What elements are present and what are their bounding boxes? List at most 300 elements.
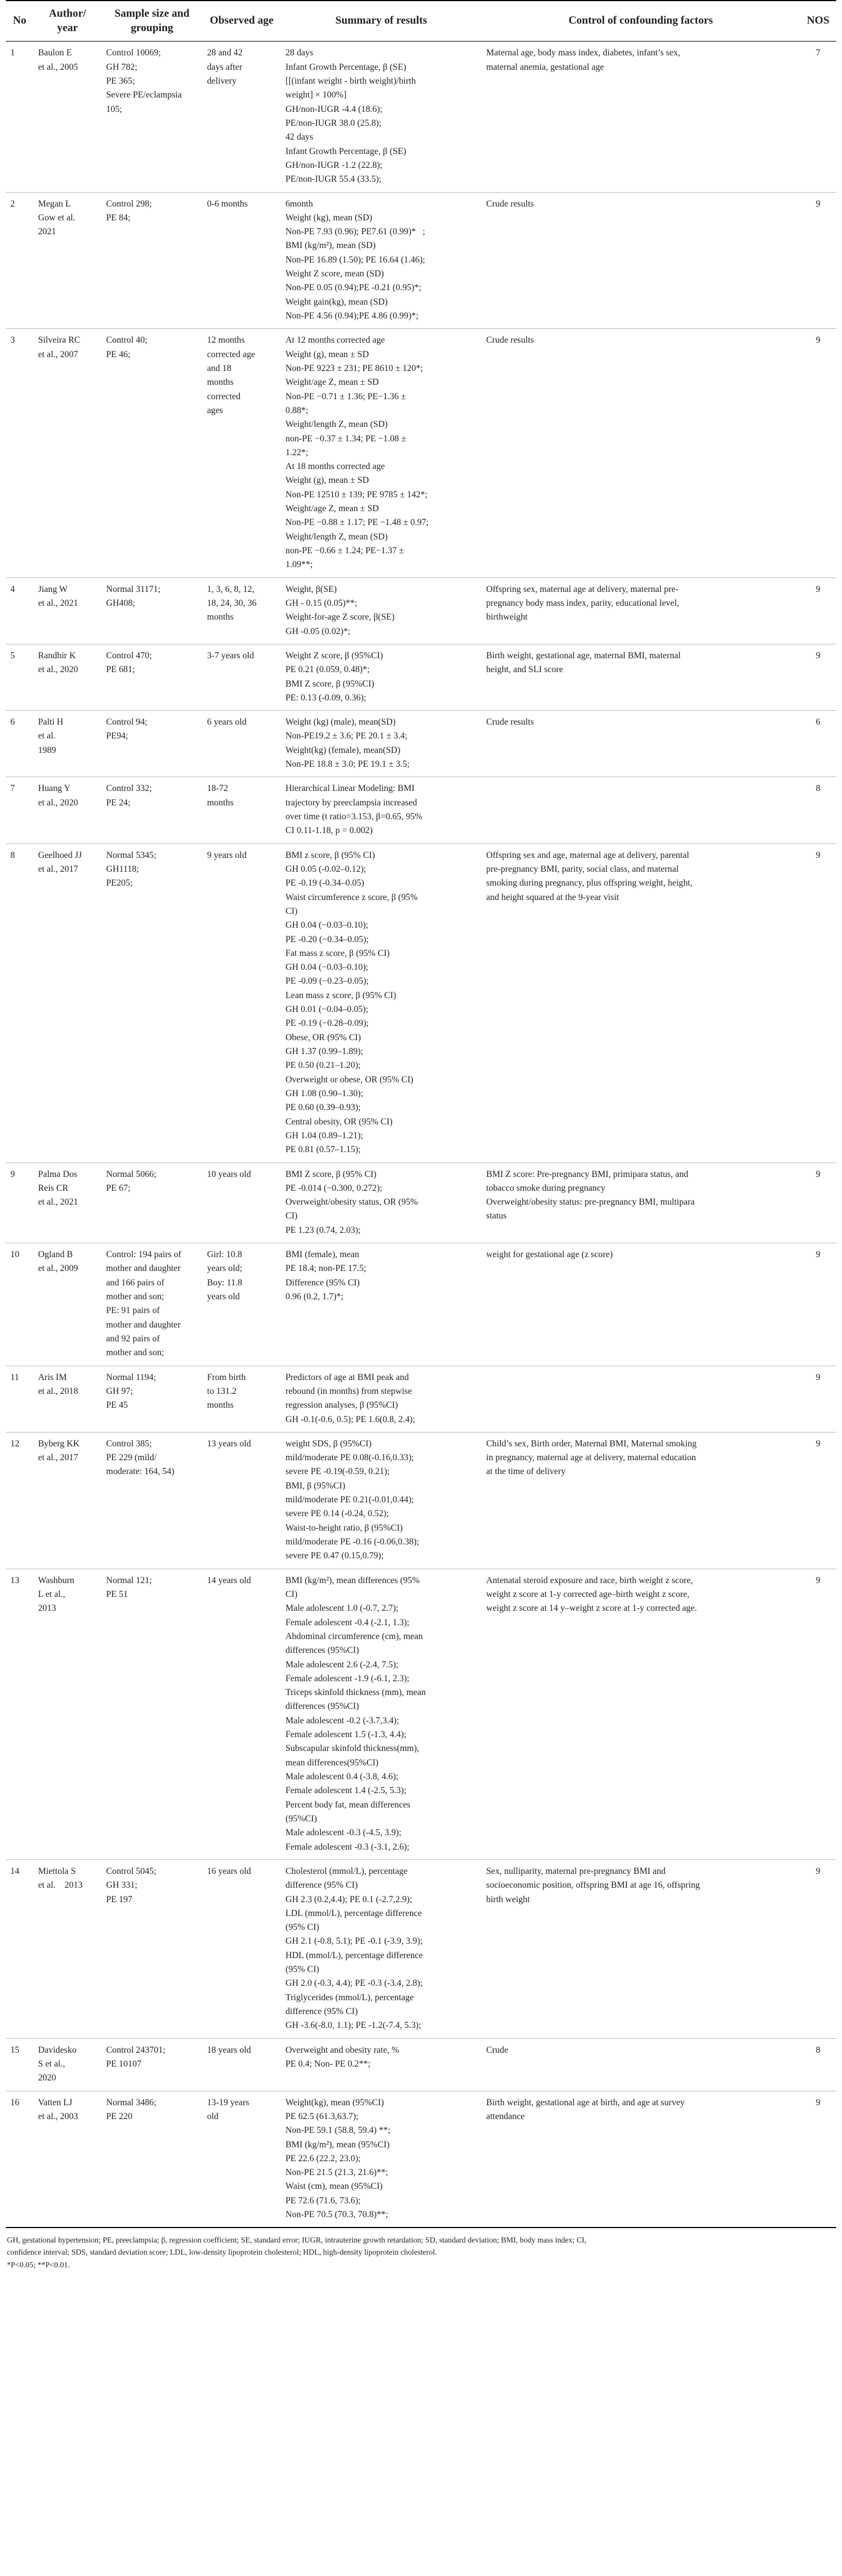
cell-control — [482, 1569, 800, 1859]
cell-control-line: smoking during pregnancy, plus offspring weight, height, — [486, 878, 693, 888]
cell-summary-line: CI) — [285, 1211, 298, 1221]
cell-no: 10 — [6, 1243, 33, 1366]
cell-summary-line: BMI (kg/m²), mean (SD) — [285, 241, 376, 251]
cell-control-line: and height squared at the 9-year visit — [486, 892, 619, 902]
cell-sample — [102, 843, 202, 1163]
cell-observed-age-line: months — [207, 1400, 234, 1411]
cell-author — [33, 329, 102, 578]
cell-summary-line: PE 62.5 (61.3,63.7); — [285, 2111, 359, 2121]
cell-sample — [102, 644, 202, 710]
cell-sample-line: GH408; — [106, 598, 136, 608]
cell-observed-age — [202, 192, 281, 329]
cell-nos: 8 — [800, 777, 836, 843]
cell-summary-line: 0.88*; — [285, 405, 309, 415]
cell-author — [33, 644, 102, 710]
cell-summary-line: Male adolescent 2.6 (-2.4, 7.5); — [285, 1659, 399, 1670]
cell-author — [33, 42, 102, 192]
cell-sample-line: GH 782; — [106, 62, 138, 72]
cell-sample-line: PE205; — [106, 878, 133, 888]
cell-sample — [102, 777, 202, 843]
cell-author-line: et al. — [38, 731, 56, 741]
cell-author-line: 1989 — [38, 745, 57, 755]
cell-summary-line: Overweight or obese, OR (95% CI) — [285, 1074, 414, 1085]
cell-no: 14 — [6, 1859, 33, 2038]
cell-nos: 9 — [800, 1859, 836, 2038]
cell-author-line: Gow et al. — [38, 212, 76, 223]
cell-author-line: et al., 2020 — [38, 797, 78, 808]
cell-no: 2 — [6, 192, 33, 329]
cell-summary-line: GH 0.04 (−0.03–0.10); — [285, 920, 369, 931]
cell-sample — [102, 1569, 202, 1859]
cell-summary-line: Overweight and obesity rate, % — [285, 2045, 400, 2055]
cell-summary-line: CI) — [285, 1589, 298, 1599]
cell-summary-line: weight SDS, β (95%CI) — [285, 1438, 372, 1449]
cell-control — [482, 329, 800, 578]
cell-no: 15 — [6, 2038, 33, 2091]
cell-observed-age — [202, 2091, 281, 2228]
cell-summary-line: mild/moderate PE -0.16 (-0.06,0.38); — [285, 1537, 419, 1547]
cell-summary-line: Non-PE 21.5 (21.3, 21.6)**; — [285, 2168, 389, 2178]
cell-observed-age-line: months — [207, 612, 234, 623]
cell-sample-line: Control 10069; — [106, 48, 161, 58]
cell-control — [482, 2091, 800, 2228]
cell-control-line: birthweight — [486, 612, 528, 623]
cell-summary-line: BMI (kg/m²), mean differences (95% — [285, 1575, 420, 1585]
cell-summary — [281, 2038, 482, 2091]
cell-author-line: Jiang W — [38, 584, 68, 594]
cell-summary-line: severe PE 0.47 (0.15,0.79); — [285, 1551, 384, 1561]
cell-observed-age — [202, 1243, 281, 1366]
cell-summary-line: Fat mass z score, β (95% CI) — [285, 948, 390, 958]
table-row — [6, 1859, 836, 2038]
cell-summary-line: Non-PE 4.56 (0.94);PE 4.86 (0.99)*; — [285, 311, 419, 321]
cell-sample-line: PE 365; — [106, 76, 135, 86]
cell-summary-line: PE 0.60 (0.39–0.93); — [285, 1103, 361, 1113]
cell-observed-age-line: delivery — [207, 76, 237, 86]
cell-sample-line: mother and son; — [106, 1292, 164, 1302]
cell-nos: 7 — [800, 42, 836, 192]
cell-sample-line: GH 97; — [106, 1386, 133, 1396]
cell-author — [33, 711, 102, 777]
cell-nos: 9 — [800, 329, 836, 578]
cell-summary-line: Weight/length Z, mean (SD) — [285, 419, 388, 430]
cell-summary-line: trajectory by preeclampsia increased — [285, 797, 418, 808]
cell-observed-age-line: years old; — [207, 1263, 243, 1274]
cell-summary — [281, 42, 482, 192]
cell-summary-line: GH -0.05 (0.02)*; — [285, 626, 351, 636]
cell-no: 8 — [6, 843, 33, 1163]
cell-observed-age-line: 12 months — [207, 335, 245, 346]
cell-sample-line: Control 5045; — [106, 1866, 157, 1876]
cell-author-line: 2013 — [38, 1603, 57, 1614]
header-summary: Summary of results — [281, 1, 482, 42]
cell-sample-line: PE: 91 pairs of — [106, 1306, 160, 1316]
table-row — [6, 644, 836, 710]
cell-summary-line: Weight(kg), mean (95%CI) — [285, 2097, 384, 2108]
cell-observed-age — [202, 1366, 281, 1432]
cell-summary-line: Non-PE 12510 ± 139; PE 9785 ± 142*; — [285, 489, 428, 500]
cell-summary-line: [[(infant weight - birth weight)/birth — [285, 76, 416, 86]
cell-control — [482, 711, 800, 777]
cell-control-line: height, and SLI score — [486, 665, 563, 675]
cell-no: 7 — [6, 777, 33, 843]
cell-no: 16 — [6, 2091, 33, 2228]
cell-observed-age-line: years old — [207, 1292, 240, 1302]
cell-author-line: et al., 2018 — [38, 1386, 78, 1396]
cell-summary — [281, 1859, 482, 2038]
table-body — [6, 42, 836, 2228]
cell-summary-line: GH 0.04 (−0.03–0.10); — [285, 962, 369, 973]
cell-summary-line: non-PE −0.66 ± 1.24; PE−1.37 ± — [285, 546, 404, 556]
cell-nos: 9 — [800, 843, 836, 1163]
cell-summary-line: PE 1.23 (0.74, 2.03); — [285, 1225, 361, 1235]
cell-summary-line: mild/moderate PE 0.21(-0.01,0.44); — [285, 1495, 414, 1505]
cell-summary-line: Female adolescent -1.9 (-6.1, 2.3); — [285, 1673, 409, 1683]
cell-summary-line: PE 18.4; non-PE 17.5; — [285, 1263, 366, 1274]
cell-observed-age-line: 6 years old — [207, 717, 247, 728]
cell-summary-line: Predictors of age at BMI peak and — [285, 1372, 409, 1382]
cell-sample-line: Normal 3486; — [106, 2097, 157, 2108]
header-no: No — [6, 1, 33, 42]
cell-summary-line: Percent body fat, mean differences — [285, 1799, 411, 1810]
cell-author-line: Aris IM — [38, 1372, 67, 1382]
cell-summary-line: GH 2.3 (0.2,4.4); PE 0.1 (-2.7,2.9); — [285, 1894, 412, 1904]
cell-summary — [281, 1163, 482, 1243]
table-header-row — [6, 1, 836, 42]
cell-observed-age-line: 13-19 years — [207, 2097, 250, 2108]
table-row — [6, 777, 836, 843]
cell-summary-line: Infant Growth Percentage, β (SE) — [285, 146, 407, 156]
cell-author-line: et al., 2021 — [38, 598, 78, 608]
cell-sample-line: GH1118; — [106, 864, 139, 874]
cell-sample-line: Control: 194 pairs of — [106, 1250, 182, 1260]
cell-sample — [102, 1859, 202, 2038]
table-row — [6, 329, 836, 578]
cell-author-line: Davidesko — [38, 2045, 77, 2055]
cell-author — [33, 777, 102, 843]
cell-summary-line: PE/non-IUGR 38.0 (25.8); — [285, 118, 382, 128]
cell-sample-line: Control 243701; — [106, 2045, 166, 2055]
cell-control — [482, 843, 800, 1163]
cell-observed-age — [202, 1569, 281, 1859]
cell-summary-line: GH 0.05 (-0.02–0.12); — [285, 864, 366, 874]
cell-author — [33, 192, 102, 329]
cell-summary-line: Non-PE 7.93 (0.96); PE7.61 (0.99)* ; — [285, 227, 426, 237]
cell-observed-age — [202, 578, 281, 644]
cell-summary-line: severe PE 0.14 (-0.24, 0.52); — [285, 1509, 389, 1519]
cell-summary-line: Weight(kg) (female), mean(SD) — [285, 745, 401, 755]
cell-summary — [281, 777, 482, 843]
cell-summary-line: Triceps skinfold thickness (mm), mean — [285, 1688, 426, 1698]
cell-author-line: Miettola S — [38, 1866, 76, 1876]
cell-summary-line: difference (95% CI) — [285, 2007, 358, 2016]
cell-summary-line: Weight gain(kg), mean (SD) — [285, 297, 388, 307]
cell-nos: 9 — [800, 644, 836, 710]
cell-summary-line: Female adolescent 1.5 (-1.3, 4.4); — [285, 1730, 407, 1740]
cell-observed-age — [202, 777, 281, 843]
cell-observed-age-line: 16 years old — [207, 1866, 251, 1876]
header-observed-age: Observed age — [202, 1, 281, 42]
cell-author-line: Baulon E — [38, 48, 72, 58]
cell-summary-line: Weight Z score, β (95%CI) — [285, 650, 384, 661]
table-row — [6, 2038, 836, 2091]
cell-control — [482, 1366, 800, 1432]
cell-summary-line: BMI (kg/m²), mean (95%CI) — [285, 2139, 390, 2150]
cell-control-line: Offspring sex, maternal age at delivery, maternal pre- — [486, 584, 679, 594]
cell-summary-line: Non-PE19.2 ± 3.6; PE 20.1 ± 3.4; — [285, 731, 408, 741]
cell-summary-line: BMI Z score, β (95%CI) — [285, 678, 374, 689]
cell-author — [33, 1432, 102, 1569]
cell-sample — [102, 2091, 202, 2228]
cell-observed-age-line: ages — [207, 405, 223, 415]
cell-sample-line: PE94; — [106, 731, 129, 741]
cell-author-line: Byberg KK — [38, 1438, 80, 1449]
cell-sample — [102, 578, 202, 644]
cell-observed-age-line: 3-7 years old — [207, 650, 254, 661]
cell-sample — [102, 42, 202, 192]
cell-no: 12 — [6, 1432, 33, 1569]
cell-summary-line: Infant Growth Percentage, β (SE) — [285, 62, 407, 72]
cell-summary-line: severe PE -0.19(-0.59, 0.21); — [285, 1467, 390, 1477]
cell-author — [33, 1859, 102, 2038]
cell-summary-line: Weight (g), mean ± SD — [285, 349, 369, 359]
cell-summary-line: PE 72.6 (71.6, 73.6); — [285, 2195, 361, 2206]
cell-author-line: Vatten LJ — [38, 2097, 73, 2108]
cell-observed-age — [202, 2038, 281, 2091]
cell-sample-line: PE 229 (mild/ — [106, 1453, 157, 1463]
cell-summary — [281, 578, 482, 644]
footnote — [6, 2228, 836, 2270]
cell-sample-line: PE 46; — [106, 349, 131, 359]
cell-control — [482, 192, 800, 329]
cell-sample-line: PE 45 — [106, 1400, 128, 1411]
cell-summary-line: PE/non-IUGR 55.4 (33.5); — [285, 174, 382, 185]
cell-summary-line: Weight, β(SE) — [285, 584, 337, 594]
footnote-line: confidence interval; SDS, standard deviation score; LDL, low-density lipoprotein cholesterol; HDL, high-density lipoprotein cholesterol. — [7, 2248, 437, 2257]
cell-summary-line: GH/non-IUGR -1.2 (22.8); — [285, 160, 383, 170]
cell-summary-line: GH -3.6(-8.0, 1.1); PE -1.2(-7.4, 5.3); — [285, 2020, 422, 2031]
cell-summary-line: Non-PE 16.89 (1.50); PE 16.64 (1.46); — [285, 254, 426, 265]
cell-observed-age-line: months — [207, 797, 234, 808]
cell-author-line: 2020 — [38, 2073, 57, 2083]
cell-control — [482, 777, 800, 843]
cell-author-line: Megan L — [38, 198, 71, 209]
cell-summary-line: Male adolescent -0.2 (-3.7,3.4); — [285, 1715, 400, 1726]
cell-no: 3 — [6, 329, 33, 578]
cell-sample-line: mother and daughter — [106, 1319, 181, 1330]
cell-author-line: et al. 2013 — [38, 1880, 83, 1891]
cell-control-line: Overweight/obesity status: pre-pregnancy BMI, multipara — [486, 1197, 695, 1208]
cell-summary-line: 28 days — [285, 48, 314, 58]
cell-summary-line: 1.09**; — [285, 560, 313, 570]
cell-sample — [102, 2038, 202, 2091]
cell-control-line: Birth weight, gestational age at birth, and age at survey — [486, 2097, 685, 2108]
cell-nos: 8 — [800, 2038, 836, 2091]
cell-summary-line: regression analyses, β (95%CI) — [285, 1400, 399, 1411]
cell-observed-age-line: 9 years old — [207, 850, 247, 860]
cell-summary-line: Female adolescent -0.4 (-2.1, 1.3); — [285, 1617, 409, 1628]
cell-no: 9 — [6, 1163, 33, 1243]
cell-sample — [102, 329, 202, 578]
cell-sample-line: Control 94; — [106, 717, 148, 728]
cell-summary-line: PE -0.014 (−0.300, 0.272); — [285, 1183, 382, 1193]
cell-observed-age-line: Girl: 10.8 — [207, 1250, 242, 1260]
cell-nos: 9 — [800, 1432, 836, 1569]
cell-sample-line: Control 298; — [106, 198, 152, 209]
cell-nos: 6 — [800, 711, 836, 777]
cell-author-line: Huang Y — [38, 783, 71, 794]
cell-observed-age-line: 13 years old — [207, 1438, 251, 1449]
cell-summary-line: Hierarchical Linear Modeling: BMI — [285, 783, 415, 794]
cell-summary-line: HDL (mmol/L), percentage difference — [285, 1950, 423, 1960]
cell-observed-age — [202, 42, 281, 192]
cell-summary-line: Waist (cm), mean (95%CI) — [285, 2181, 383, 2192]
cell-summary-line: Weight/age Z, mean ± SD — [285, 377, 379, 388]
cell-sample — [102, 1366, 202, 1432]
cell-summary-line: Weight (g), mean ± SD — [285, 475, 369, 486]
table-row — [6, 1432, 836, 1569]
cell-author-line: Ogland B — [38, 1250, 73, 1260]
cell-summary-line: Cholesterol (mmol/L), percentage — [285, 1866, 408, 1876]
cell-control — [482, 1859, 800, 2038]
cell-sample-line: PE 67; — [106, 1183, 131, 1193]
cell-nos: 9 — [800, 578, 836, 644]
cell-author-line: et al., 2007 — [38, 349, 78, 359]
cell-sample-line: Normal 1194; — [106, 1372, 156, 1382]
cell-summary-line: PE 0.81 (0.57–1.15); — [285, 1145, 361, 1155]
cell-control-line: tobacco smoke during pregnancy — [486, 1183, 606, 1193]
cell-summary-line: BMI Z score, β (95% CI) — [285, 1169, 377, 1179]
cell-sample — [102, 1163, 202, 1243]
cell-summary-line: At 18 months corrected age — [285, 462, 385, 472]
cell-nos: 9 — [800, 1569, 836, 1859]
cell-observed-age-line: 18, 24, 30, 36 — [207, 598, 257, 608]
cell-observed-age — [202, 644, 281, 710]
cell-sample-line: Normal 121; — [106, 1575, 152, 1585]
cell-summary — [281, 1569, 482, 1859]
document-page — [6, 0, 836, 2271]
cell-sample-line: PE 681; — [106, 665, 135, 675]
cell-summary-line: PE 0.50 (0.21–1.20); — [285, 1060, 361, 1071]
cell-observed-age-line: old — [207, 2111, 219, 2121]
cell-summary-line: 42 days — [285, 132, 314, 143]
cell-control-line: Antenatal steroid exposure and race, birth weight z score, — [486, 1575, 693, 1585]
cell-author-line: Palti H — [38, 717, 63, 728]
cell-summary-line: (95% CI) — [285, 1964, 319, 1975]
cell-author-line: Washburn — [38, 1575, 74, 1585]
cell-summary-line: Abdominal circumference (cm), mean — [285, 1631, 423, 1641]
cell-observed-age-line: months — [207, 377, 234, 388]
cell-no: 1 — [6, 42, 33, 192]
cell-summary-line: GH 1.08 (0.90–1.30); — [285, 1088, 363, 1098]
cell-control-line: Crude — [486, 2045, 509, 2055]
cell-summary-line: Difference (95% CI) — [285, 1277, 360, 1288]
cell-summary-line: mild/moderate PE 0.08(-0.16,0.33); — [285, 1453, 414, 1463]
cell-nos: 9 — [800, 1366, 836, 1432]
cell-control-line: maternal anemia, gestational age — [486, 62, 604, 72]
cell-observed-age-line: 18 years old — [207, 2045, 251, 2055]
cell-summary-line: Male adolescent 1.0 (-0.7, 2.7); — [285, 1603, 399, 1614]
cell-observed-age — [202, 1163, 281, 1243]
cell-summary-line: (95% CI) — [285, 1922, 319, 1933]
cell-summary-line: LDL (mmol/L), percentage difference — [285, 1908, 422, 1918]
cell-summary — [281, 843, 482, 1163]
cell-control — [482, 578, 800, 644]
cell-control-line: Child’s sex, Birth order, Maternal BMI, Maternal smoking — [486, 1438, 697, 1449]
cell-observed-age-line: corrected age — [207, 349, 255, 359]
table-row — [6, 843, 836, 1163]
cell-summary-line: Female adolescent 1.4 (-2.5, 5.3); — [285, 1786, 407, 1796]
study-table — [6, 0, 836, 2228]
cell-author — [33, 1569, 102, 1859]
table-row — [6, 192, 836, 329]
cell-sample-line: PE 220 — [106, 2111, 133, 2121]
cell-summary-line: PE 0.4; Non- PE 0.2**; — [285, 2058, 371, 2069]
cell-summary-line: GH 1.37 (0.99–1.89); — [285, 1047, 363, 1056]
cell-summary — [281, 711, 482, 777]
cell-author-line: L et al., — [38, 1589, 66, 1599]
footnote-line: GH, gestational hypertension; PE, preeclampsia; β, regression coefficient; SE, standard error; IUGR, intrauterine growth retardation; SD, standard deviation; BMI, body mass index; CI, — [7, 2236, 587, 2245]
table-row — [6, 711, 836, 777]
cell-nos: 9 — [800, 2091, 836, 2228]
cell-author-line: et al., 2017 — [38, 1453, 78, 1463]
cell-summary-line: Non-PE −0.88 ± 1.17; PE −1.48 ± 0.97; — [285, 518, 429, 528]
cell-author — [33, 1243, 102, 1366]
cell-summary-line: Male adolescent 0.4 (-3.8, 4.6); — [285, 1772, 399, 1782]
cell-author-line: et al., 2003 — [38, 2111, 78, 2121]
cell-sample-line: Control 470; — [106, 650, 152, 661]
cell-sample — [102, 192, 202, 329]
cell-sample-line: Severe PE/eclampsia — [106, 90, 182, 100]
cell-sample-line: Normal 31171; — [106, 584, 161, 594]
cell-summary-line: non-PE −0.37 ± 1.34; PE −1.08 ± — [285, 433, 407, 444]
cell-summary-line: Non-PE 59.1 (58.8, 59.4) **; — [285, 2125, 390, 2136]
cell-summary-line: Waist-to-height ratio, β (95%CI) — [285, 1523, 403, 1533]
cell-observed-age-line: From birth — [207, 1372, 246, 1382]
cell-author — [33, 1163, 102, 1243]
cell-control-line: weight z score at 14 y–weight z score at 1-y corrected age. — [486, 1603, 697, 1614]
cell-summary-line: 0.96 (0.2, 1.7)*; — [285, 1292, 344, 1302]
cell-control-line: at the time of delivery — [486, 1467, 566, 1477]
cell-summary-line: Female adolescent -0.3 (-3.1, 2.6); — [285, 1842, 409, 1852]
cell-author-line: et al., 2020 — [38, 665, 78, 675]
cell-summary-line: PE -0.19 (-0.34–0.05) — [285, 878, 364, 888]
cell-summary-line: 1.22*; — [285, 447, 309, 458]
cell-author-line: et al., 2005 — [38, 62, 78, 72]
cell-sample-line: PE 24; — [106, 797, 131, 808]
cell-author-line: S et al., — [38, 2058, 65, 2069]
cell-sample-line: PE 51 — [106, 1589, 128, 1599]
cell-summary-line: At 12 months corrected age — [285, 335, 385, 346]
cell-control — [482, 1432, 800, 1569]
cell-control — [482, 2038, 800, 2091]
cell-control-line: Birth weight, gestational age, maternal BMI, maternal — [486, 650, 681, 661]
cell-control — [482, 42, 800, 192]
cell-summary-line: PE -0.20 (−0.34–0.05); — [285, 934, 369, 944]
cell-sample-line: Control 385; — [106, 1438, 152, 1449]
cell-author — [33, 2038, 102, 2091]
cell-summary-line: Weight (kg) (male), mean(SD) — [285, 717, 396, 728]
cell-summary — [281, 192, 482, 329]
table-row — [6, 1243, 836, 1366]
cell-summary-line: (95%CI) — [285, 1813, 317, 1824]
cell-summary-line: CI) — [285, 906, 298, 916]
cell-summary-line: Non-PE 9223 ± 231; PE 8610 ± 120*; — [285, 363, 423, 373]
cell-summary-line: GH 2.1 (-0.8, 5.1); PE -0.1 (-3.9, 3.9); — [285, 1936, 423, 1947]
cell-control-line: BMI Z score: Pre-pregnancy BMI, primipara status, and — [486, 1169, 689, 1179]
cell-sample-line: mother and son; — [106, 1348, 164, 1358]
cell-author — [33, 843, 102, 1163]
